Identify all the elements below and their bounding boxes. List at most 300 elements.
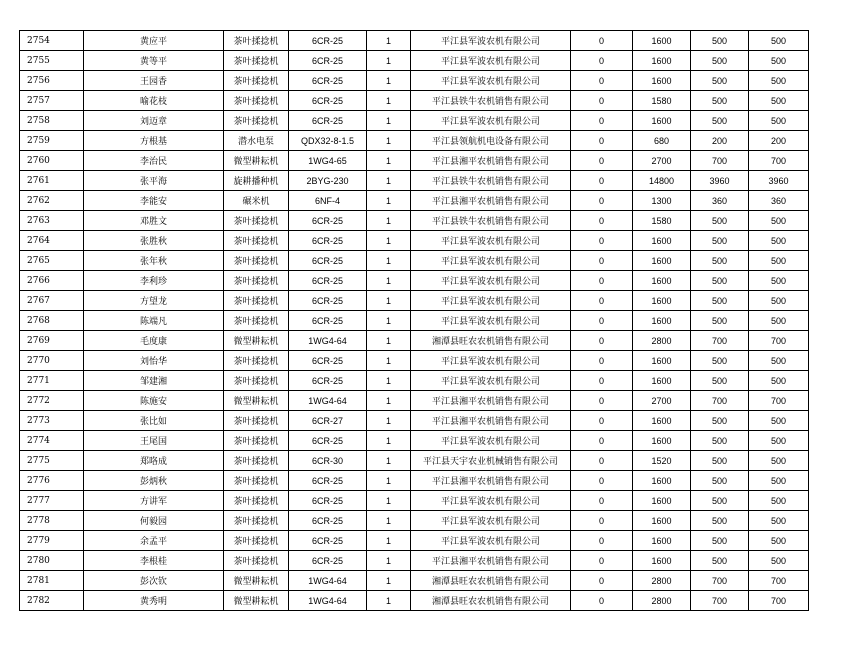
col-zero-cell: 0 — [571, 171, 633, 191]
col-zero-cell: 0 — [571, 231, 633, 251]
central-subsidy-cell: 500 — [691, 291, 749, 311]
sale-price-cell: 1600 — [633, 491, 691, 511]
central-subsidy-cell: 500 — [691, 491, 749, 511]
model-number-cell: 6CR-27 — [289, 411, 367, 431]
total-subsidy-cell: 500 — [749, 231, 809, 251]
machine-type-cell: 旋耕播种机 — [224, 171, 289, 191]
quantity-cell: 1 — [367, 251, 411, 271]
machine-type-cell: 茶叶揉捻机 — [224, 211, 289, 231]
total-subsidy-cell: 500 — [749, 71, 809, 91]
buyer-name-cell: 方讲军 — [84, 491, 224, 511]
row-number-cell: 2781 — [20, 571, 84, 591]
total-subsidy-cell: 500 — [749, 91, 809, 111]
model-number-cell: QDX32-8-1.5 — [289, 131, 367, 151]
table-row — [20, 551, 809, 571]
dealer-name-cell: 平江县铁牛农机销售有限公司 — [411, 211, 571, 231]
table-row — [20, 471, 809, 491]
table-row — [20, 71, 809, 91]
central-subsidy-cell: 700 — [691, 151, 749, 171]
dealer-name-cell: 平江县军波农机有限公司 — [411, 351, 571, 371]
buyer-name-cell: 毛度康 — [84, 331, 224, 351]
total-subsidy-cell: 700 — [749, 591, 809, 611]
row-number-cell: 2771 — [20, 371, 84, 391]
sale-price-cell: 680 — [633, 131, 691, 151]
table-row — [20, 91, 809, 111]
quantity-cell: 1 — [367, 311, 411, 331]
sale-price-cell: 1600 — [633, 531, 691, 551]
total-subsidy-cell: 360 — [749, 191, 809, 211]
buyer-name-cell: 李治民 — [84, 151, 224, 171]
machine-type-cell: 茶叶揉捻机 — [224, 351, 289, 371]
quantity-cell: 1 — [367, 151, 411, 171]
buyer-name-cell: 刘迈章 — [84, 111, 224, 131]
total-subsidy-cell: 700 — [749, 571, 809, 591]
total-subsidy-cell: 3960 — [749, 171, 809, 191]
table-row — [20, 51, 809, 71]
col-zero-cell: 0 — [571, 451, 633, 471]
quantity-cell: 1 — [367, 351, 411, 371]
dealer-name-cell: 平江县领航机电设备有限公司 — [411, 131, 571, 151]
total-subsidy-cell: 700 — [749, 331, 809, 351]
total-subsidy-cell: 500 — [749, 431, 809, 451]
model-number-cell: 6CR-25 — [289, 531, 367, 551]
col-zero-cell: 0 — [571, 551, 633, 571]
quantity-cell: 1 — [367, 291, 411, 311]
model-number-cell: 6CR-25 — [289, 231, 367, 251]
model-number-cell: 6CR-25 — [289, 91, 367, 111]
total-subsidy-cell: 200 — [749, 131, 809, 151]
row-number-cell: 2759 — [20, 131, 84, 151]
buyer-name-cell: 李利珍 — [84, 271, 224, 291]
machine-type-cell: 微型耕耘机 — [224, 591, 289, 611]
buyer-name-cell: 黄等平 — [84, 51, 224, 71]
col-zero-cell: 0 — [571, 531, 633, 551]
table-row — [20, 211, 809, 231]
buyer-name-cell: 刘怡华 — [84, 351, 224, 371]
model-number-cell: 6CR-25 — [289, 51, 367, 71]
central-subsidy-cell: 500 — [691, 451, 749, 471]
machine-type-cell: 茶叶揉捻机 — [224, 371, 289, 391]
quantity-cell: 1 — [367, 591, 411, 611]
machine-type-cell: 茶叶揉捻机 — [224, 91, 289, 111]
row-number-cell: 2775 — [20, 451, 84, 471]
central-subsidy-cell: 500 — [691, 271, 749, 291]
total-subsidy-cell: 500 — [749, 511, 809, 531]
machine-type-cell: 茶叶揉捻机 — [224, 451, 289, 471]
quantity-cell: 1 — [367, 171, 411, 191]
sale-price-cell: 1600 — [633, 251, 691, 271]
dealer-name-cell: 平江县湘平农机销售有限公司 — [411, 411, 571, 431]
table-row — [20, 191, 809, 211]
machine-type-cell: 茶叶揉捻机 — [224, 411, 289, 431]
table-body — [20, 31, 809, 611]
col-zero-cell: 0 — [571, 351, 633, 371]
total-subsidy-cell: 500 — [749, 51, 809, 71]
model-number-cell: 6CR-25 — [289, 431, 367, 451]
dealer-name-cell: 平江县军波农机有限公司 — [411, 371, 571, 391]
buyer-name-cell: 黄应平 — [84, 31, 224, 51]
table-row — [20, 571, 809, 591]
col-zero-cell: 0 — [571, 311, 633, 331]
sale-price-cell: 2800 — [633, 571, 691, 591]
buyer-name-cell: 王园香 — [84, 71, 224, 91]
sale-price-cell: 1600 — [633, 71, 691, 91]
quantity-cell: 1 — [367, 571, 411, 591]
sale-price-cell: 14800 — [633, 171, 691, 191]
table-row — [20, 431, 809, 451]
central-subsidy-cell: 500 — [691, 111, 749, 131]
table-row — [20, 131, 809, 151]
row-number-cell: 2757 — [20, 91, 84, 111]
row-number-cell: 2772 — [20, 391, 84, 411]
total-subsidy-cell: 500 — [749, 371, 809, 391]
table-row — [20, 231, 809, 251]
total-subsidy-cell: 500 — [749, 211, 809, 231]
machine-type-cell: 茶叶揉捻机 — [224, 51, 289, 71]
table-row — [20, 151, 809, 171]
quantity-cell: 1 — [367, 371, 411, 391]
buyer-name-cell: 黄秀明 — [84, 591, 224, 611]
table-row — [20, 411, 809, 431]
machine-type-cell: 茶叶揉捻机 — [224, 71, 289, 91]
machine-type-cell: 微型耕耘机 — [224, 151, 289, 171]
table-row — [20, 391, 809, 411]
buyer-name-cell: 陈施安 — [84, 391, 224, 411]
col-zero-cell: 0 — [571, 571, 633, 591]
buyer-name-cell: 郑咯成 — [84, 451, 224, 471]
row-number-cell: 2768 — [20, 311, 84, 331]
quantity-cell: 1 — [367, 231, 411, 251]
machine-type-cell: 茶叶揉捻机 — [224, 511, 289, 531]
sale-price-cell: 1600 — [633, 311, 691, 331]
model-number-cell: 1WG4-64 — [289, 571, 367, 591]
sale-price-cell: 1600 — [633, 511, 691, 531]
row-number-cell: 2769 — [20, 331, 84, 351]
central-subsidy-cell: 500 — [691, 411, 749, 431]
table-row — [20, 491, 809, 511]
machine-type-cell: 茶叶揉捻机 — [224, 551, 289, 571]
quantity-cell: 1 — [367, 71, 411, 91]
col-zero-cell: 0 — [571, 51, 633, 71]
row-number-cell: 2762 — [20, 191, 84, 211]
row-number-cell: 2778 — [20, 511, 84, 531]
col-zero-cell: 0 — [571, 211, 633, 231]
table-row — [20, 531, 809, 551]
central-subsidy-cell: 700 — [691, 571, 749, 591]
table-row — [20, 331, 809, 351]
machine-type-cell: 茶叶揉捻机 — [224, 231, 289, 251]
sale-price-cell: 1600 — [633, 351, 691, 371]
sale-price-cell: 2800 — [633, 331, 691, 351]
row-number-cell: 2782 — [20, 591, 84, 611]
buyer-name-cell: 邓胜文 — [84, 211, 224, 231]
table-row — [20, 111, 809, 131]
sale-price-cell: 1600 — [633, 231, 691, 251]
machine-type-cell: 茶叶揉捻机 — [224, 271, 289, 291]
quantity-cell: 1 — [367, 91, 411, 111]
dealer-name-cell: 湘潭县旺农农机销售有限公司 — [411, 591, 571, 611]
model-number-cell: 6CR-25 — [289, 351, 367, 371]
row-number-cell: 2779 — [20, 531, 84, 551]
model-number-cell: 1WG4-65 — [289, 151, 367, 171]
sale-price-cell: 1580 — [633, 91, 691, 111]
row-number-cell: 2774 — [20, 431, 84, 451]
col-zero-cell: 0 — [571, 371, 633, 391]
dealer-name-cell: 平江县军波农机有限公司 — [411, 531, 571, 551]
model-number-cell: 6CR-25 — [289, 471, 367, 491]
quantity-cell: 1 — [367, 191, 411, 211]
quantity-cell: 1 — [367, 131, 411, 151]
dealer-name-cell: 平江县湘平农机销售有限公司 — [411, 191, 571, 211]
total-subsidy-cell: 700 — [749, 391, 809, 411]
buyer-name-cell: 方望龙 — [84, 291, 224, 311]
table-row — [20, 31, 809, 51]
total-subsidy-cell: 500 — [749, 291, 809, 311]
dealer-name-cell: 平江县军波农机有限公司 — [411, 431, 571, 451]
row-number-cell: 2773 — [20, 411, 84, 431]
buyer-name-cell: 王尾国 — [84, 431, 224, 451]
col-zero-cell: 0 — [571, 251, 633, 271]
central-subsidy-cell: 700 — [691, 331, 749, 351]
total-subsidy-cell: 500 — [749, 271, 809, 291]
sale-price-cell: 2800 — [633, 591, 691, 611]
dealer-name-cell: 平江县军波农机有限公司 — [411, 51, 571, 71]
model-number-cell: 6CR-25 — [289, 111, 367, 131]
row-number-cell: 2780 — [20, 551, 84, 571]
dealer-name-cell: 平江县军波农机有限公司 — [411, 251, 571, 271]
buyer-name-cell: 邹建湘 — [84, 371, 224, 391]
buyer-name-cell: 彭次钦 — [84, 571, 224, 591]
buyer-name-cell: 李能安 — [84, 191, 224, 211]
sale-price-cell: 1600 — [633, 111, 691, 131]
dealer-name-cell: 平江县军波农机有限公司 — [411, 231, 571, 251]
sale-price-cell: 1600 — [633, 371, 691, 391]
row-number-cell: 2776 — [20, 471, 84, 491]
central-subsidy-cell: 700 — [691, 391, 749, 411]
central-subsidy-cell: 500 — [691, 471, 749, 491]
total-subsidy-cell: 500 — [749, 311, 809, 331]
dealer-name-cell: 平江县军波农机有限公司 — [411, 311, 571, 331]
dealer-name-cell: 平江县铁牛农机销售有限公司 — [411, 171, 571, 191]
buyer-name-cell: 方根基 — [84, 131, 224, 151]
col-zero-cell: 0 — [571, 271, 633, 291]
model-number-cell: 1WG4-64 — [289, 331, 367, 351]
buyer-name-cell: 彭炳秋 — [84, 471, 224, 491]
table-row — [20, 171, 809, 191]
central-subsidy-cell: 500 — [691, 71, 749, 91]
total-subsidy-cell: 500 — [749, 451, 809, 471]
total-subsidy-cell: 500 — [749, 471, 809, 491]
col-zero-cell: 0 — [571, 411, 633, 431]
dealer-name-cell: 平江县湘平农机销售有限公司 — [411, 471, 571, 491]
quantity-cell: 1 — [367, 51, 411, 71]
sale-price-cell: 1300 — [633, 191, 691, 211]
dealer-name-cell: 平江县湘平农机销售有限公司 — [411, 151, 571, 171]
dealer-name-cell: 平江县军波农机有限公司 — [411, 271, 571, 291]
table-row — [20, 251, 809, 271]
machine-type-cell: 微型耕耘机 — [224, 391, 289, 411]
dealer-name-cell: 湘潭县旺农农机销售有限公司 — [411, 571, 571, 591]
sale-price-cell: 1600 — [633, 271, 691, 291]
machine-type-cell: 潜水电泵 — [224, 131, 289, 151]
machine-type-cell: 茶叶揉捻机 — [224, 531, 289, 551]
central-subsidy-cell: 200 — [691, 131, 749, 151]
central-subsidy-cell: 3960 — [691, 171, 749, 191]
total-subsidy-cell: 500 — [749, 351, 809, 371]
model-number-cell: 6CR-25 — [289, 31, 367, 51]
col-zero-cell: 0 — [571, 151, 633, 171]
machine-type-cell: 茶叶揉捻机 — [224, 111, 289, 131]
col-zero-cell: 0 — [571, 291, 633, 311]
sale-price-cell: 1600 — [633, 471, 691, 491]
col-zero-cell: 0 — [571, 591, 633, 611]
buyer-name-cell: 张比如 — [84, 411, 224, 431]
row-number-cell: 2765 — [20, 251, 84, 271]
row-number-cell: 2761 — [20, 171, 84, 191]
quantity-cell: 1 — [367, 551, 411, 571]
model-number-cell: 2BYG-230 — [289, 171, 367, 191]
col-zero-cell: 0 — [571, 511, 633, 531]
central-subsidy-cell: 500 — [691, 31, 749, 51]
table-row — [20, 291, 809, 311]
table-row — [20, 351, 809, 371]
table-row — [20, 591, 809, 611]
col-zero-cell: 0 — [571, 331, 633, 351]
model-number-cell: 6CR-25 — [289, 291, 367, 311]
row-number-cell: 2770 — [20, 351, 84, 371]
central-subsidy-cell: 700 — [691, 591, 749, 611]
col-zero-cell: 0 — [571, 471, 633, 491]
row-number-cell: 2760 — [20, 151, 84, 171]
quantity-cell: 1 — [367, 211, 411, 231]
row-number-cell: 2763 — [20, 211, 84, 231]
dealer-name-cell: 平江县军波农机有限公司 — [411, 71, 571, 91]
sale-price-cell: 2700 — [633, 391, 691, 411]
table-row — [20, 451, 809, 471]
col-zero-cell: 0 — [571, 31, 633, 51]
machine-type-cell: 茶叶揉捻机 — [224, 491, 289, 511]
buyer-name-cell: 喻花枝 — [84, 91, 224, 111]
machine-type-cell: 茶叶揉捻机 — [224, 431, 289, 451]
central-subsidy-cell: 500 — [691, 91, 749, 111]
quantity-cell: 1 — [367, 31, 411, 51]
dealer-name-cell: 湘潭县旺农农机销售有限公司 — [411, 331, 571, 351]
central-subsidy-cell: 500 — [691, 371, 749, 391]
machine-type-cell: 微型耕耘机 — [224, 331, 289, 351]
machine-type-cell: 茶叶揉捻机 — [224, 251, 289, 271]
col-zero-cell: 0 — [571, 431, 633, 451]
model-number-cell: 6CR-25 — [289, 491, 367, 511]
total-subsidy-cell: 700 — [749, 151, 809, 171]
buyer-name-cell: 张年秋 — [84, 251, 224, 271]
row-number-cell: 2777 — [20, 491, 84, 511]
central-subsidy-cell: 500 — [691, 231, 749, 251]
model-number-cell: 6CR-25 — [289, 211, 367, 231]
model-number-cell: 1WG4-64 — [289, 591, 367, 611]
total-subsidy-cell: 500 — [749, 251, 809, 271]
total-subsidy-cell: 500 — [749, 491, 809, 511]
quantity-cell: 1 — [367, 491, 411, 511]
central-subsidy-cell: 500 — [691, 551, 749, 571]
quantity-cell: 1 — [367, 271, 411, 291]
dealer-name-cell: 平江县天宇农业机械销售有限公司 — [411, 451, 571, 471]
sale-price-cell: 1600 — [633, 31, 691, 51]
row-number-cell: 2766 — [20, 271, 84, 291]
col-zero-cell: 0 — [571, 191, 633, 211]
model-number-cell: 6CR-30 — [289, 451, 367, 471]
central-subsidy-cell: 500 — [691, 351, 749, 371]
col-zero-cell: 0 — [571, 491, 633, 511]
row-number-cell: 2758 — [20, 111, 84, 131]
machine-type-cell: 微型耕耘机 — [224, 571, 289, 591]
sale-price-cell: 1600 — [633, 411, 691, 431]
model-number-cell: 6CR-25 — [289, 251, 367, 271]
dealer-name-cell: 平江县军波农机有限公司 — [411, 511, 571, 531]
row-number-cell: 2756 — [20, 71, 84, 91]
buyer-name-cell: 李根桂 — [84, 551, 224, 571]
machine-type-cell: 茶叶揉捻机 — [224, 311, 289, 331]
quantity-cell: 1 — [367, 511, 411, 531]
quantity-cell: 1 — [367, 451, 411, 471]
central-subsidy-cell: 500 — [691, 311, 749, 331]
total-subsidy-cell: 500 — [749, 531, 809, 551]
machine-type-cell: 茶叶揉捻机 — [224, 291, 289, 311]
central-subsidy-cell: 500 — [691, 531, 749, 551]
dealer-name-cell: 平江县湘平农机销售有限公司 — [411, 391, 571, 411]
machine-type-cell: 茶叶揉捻机 — [224, 471, 289, 491]
col-zero-cell: 0 — [571, 391, 633, 411]
sale-price-cell: 1600 — [633, 551, 691, 571]
row-number-cell: 2755 — [20, 51, 84, 71]
model-number-cell: 6CR-25 — [289, 551, 367, 571]
total-subsidy-cell: 500 — [749, 551, 809, 571]
total-subsidy-cell: 500 — [749, 411, 809, 431]
row-number-cell: 2764 — [20, 231, 84, 251]
model-number-cell: 6CR-25 — [289, 371, 367, 391]
model-number-cell: 6CR-25 — [289, 311, 367, 331]
col-zero-cell: 0 — [571, 131, 633, 151]
col-zero-cell: 0 — [571, 111, 633, 131]
central-subsidy-cell: 500 — [691, 511, 749, 531]
dealer-name-cell: 平江县军波农机有限公司 — [411, 291, 571, 311]
quantity-cell: 1 — [367, 391, 411, 411]
subsidy-table — [19, 30, 809, 611]
buyer-name-cell: 陈端凡 — [84, 311, 224, 331]
model-number-cell: 1WG4-64 — [289, 391, 367, 411]
total-subsidy-cell: 500 — [749, 111, 809, 131]
machine-type-cell: 碾米机 — [224, 191, 289, 211]
table-row — [20, 371, 809, 391]
quantity-cell: 1 — [367, 331, 411, 351]
sale-price-cell: 2700 — [633, 151, 691, 171]
table-row — [20, 511, 809, 531]
central-subsidy-cell: 500 — [691, 51, 749, 71]
model-number-cell: 6CR-25 — [289, 71, 367, 91]
machine-type-cell: 茶叶揉捻机 — [224, 31, 289, 51]
model-number-cell: 6CR-25 — [289, 511, 367, 531]
model-number-cell: 6CR-25 — [289, 271, 367, 291]
buyer-name-cell: 张胜秋 — [84, 231, 224, 251]
sale-price-cell: 1600 — [633, 291, 691, 311]
col-zero-cell: 0 — [571, 91, 633, 111]
total-subsidy-cell: 500 — [749, 31, 809, 51]
dealer-name-cell: 平江县军波农机有限公司 — [411, 491, 571, 511]
quantity-cell: 1 — [367, 471, 411, 491]
dealer-name-cell: 平江县军波农机有限公司 — [411, 31, 571, 51]
row-number-cell: 2767 — [20, 291, 84, 311]
buyer-name-cell: 何毅园 — [84, 511, 224, 531]
central-subsidy-cell: 360 — [691, 191, 749, 211]
